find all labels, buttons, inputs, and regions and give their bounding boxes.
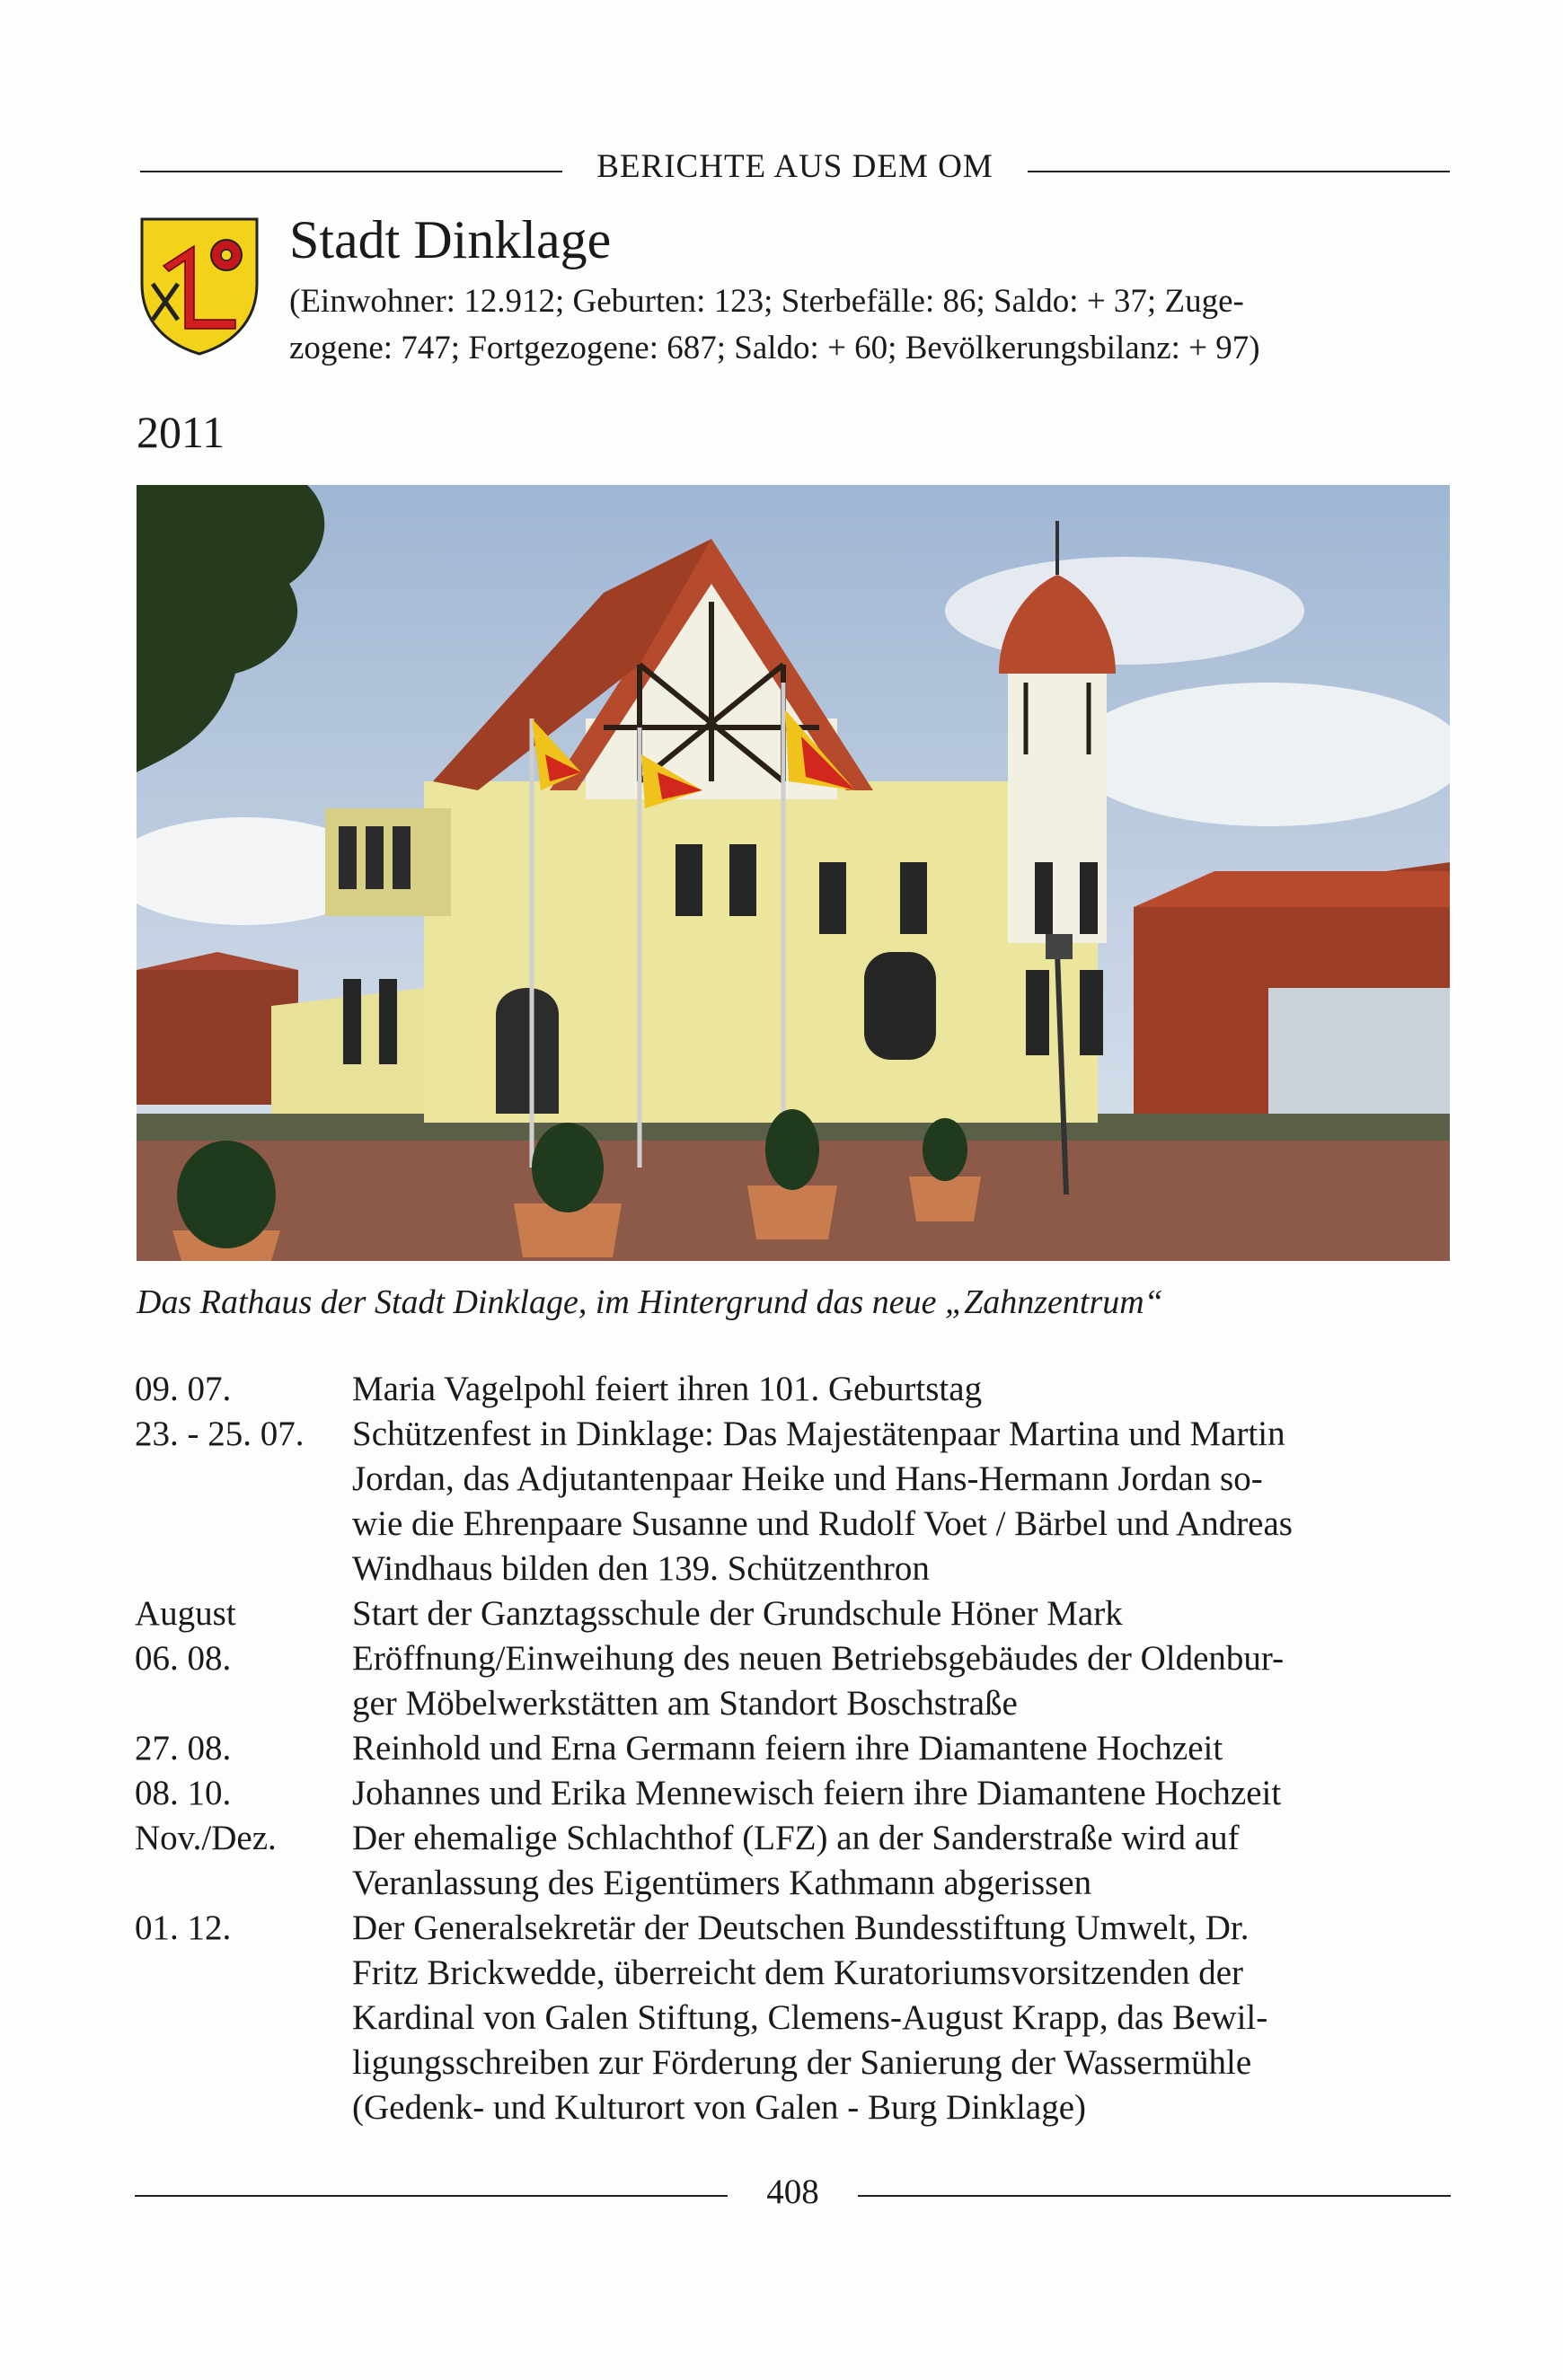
event-text-line: Reinhold und Erna Germann feiern ihre Diamantene Hochzeit [352, 1729, 1223, 1767]
header-rule-right [1028, 171, 1450, 172]
event-text-line: Kardinal von Galen Stiftung, Clemens-August Krapp, das Bewil- [352, 1998, 1268, 2037]
event-text-line: ger Möbelwerkstätten am Standort Boschstraße [352, 1684, 1018, 1723]
event-text-line: Start der Ganztagsschule der Grundschule Höner Mark [352, 1594, 1123, 1633]
photo-caption: Das Rathaus der Stadt Dinklage, im Hintergrund das neue „Zahnzentrum“ [137, 1283, 1163, 1321]
event-entry [135, 1816, 1451, 1906]
event-text [352, 1591, 1451, 1636]
event-text [352, 1726, 1451, 1771]
event-entry [135, 1591, 1451, 1636]
event-date: 23. - 25. 07. [135, 1415, 305, 1453]
dinklage-coat-of-arms-icon [137, 214, 262, 357]
page-number: 408 [766, 2173, 819, 2211]
event-text-line: wie die Ehrenpaare Susanne und Rudolf Voet / Bärbel und Andreas [352, 1504, 1293, 1543]
event-date: 06. 08. [135, 1639, 232, 1678]
event-text-line: ligungsschreiben zur Förderung der Sanierung der Wassermühle [352, 2043, 1252, 2082]
town-hall-photo [137, 485, 1450, 1261]
section-title: Stadt Dinklage [289, 210, 612, 269]
event-date: 08. 10. [135, 1774, 232, 1812]
event-entry [135, 1636, 1451, 1726]
event-text [352, 1771, 1451, 1816]
event-text-line: Eröffnung/Einweihung des neuen Betriebsgebäudes der Oldenbur- [352, 1639, 1285, 1678]
year-heading: 2011 [137, 407, 225, 457]
event-text-line: Schützenfest in Dinklage: Das Majestätenpaar Martina und Martin [352, 1415, 1285, 1453]
event-text-line: Windhaus bilden den 139. Schützenthron [352, 1549, 930, 1588]
event-text-line: Fritz Brickwedde, überreicht dem Kuratoriumsvorsitzenden der [352, 1953, 1244, 1992]
event-entry [135, 1906, 1451, 2130]
event-text [352, 1412, 1451, 1591]
event-entry [135, 1367, 1451, 1412]
event-date: 01. 12. [135, 1908, 232, 1947]
event-text-line: Der Generalsekretär der Deutschen Bundesstiftung Umwelt, Dr. [352, 1908, 1250, 1947]
event-text-line: Maria Vagelpohl feiert ihren 101. Geburtstag [352, 1370, 983, 1408]
event-text-line: Veranlassung des Eigentümers Kathmann abgerissen [352, 1864, 1092, 1902]
event-text [352, 1367, 1451, 1412]
event-chronicle [135, 1367, 1451, 2130]
population-stats [289, 278, 1457, 372]
event-date: 27. 08. [135, 1729, 232, 1767]
event-text-line: Jordan, das Adjutantenpaar Heike und Hans-Hermann Jordan so- [352, 1459, 1263, 1498]
event-entry [135, 1726, 1451, 1771]
event-date: Nov./Dez. [135, 1819, 277, 1857]
event-text-line: Der ehemalige Schlachthof (LFZ) an der Sanderstraße wird auf [352, 1819, 1240, 1857]
event-text-line: (Gedenk- und Kulturort von Galen - Burg Dinklage) [352, 2088, 1087, 2127]
stats-line: (Einwohner: 12.912; Geburten: 123; Sterbefälle: 86; Saldo: + 37; Zuge- [289, 283, 1244, 320]
event-date: 09. 07. [135, 1370, 232, 1408]
running-header [140, 142, 1450, 196]
event-text [352, 1906, 1451, 2130]
event-date: August [135, 1594, 236, 1633]
event-text-line: Johannes und Erika Mennewisch feiern ihre Diamantene Hochzeit [352, 1774, 1282, 1812]
event-text [352, 1636, 1451, 1726]
footer-rule-right [858, 2195, 1451, 2197]
event-entry [135, 1412, 1451, 1591]
event-entry [135, 1771, 1451, 1816]
running-title: BERICHTE AUS DEM OM [596, 148, 993, 185]
event-text [352, 1816, 1451, 1906]
stats-line: zogene: 747; Fortgezogene: 687; Saldo: + 60; Bevölkerungsbilanz: + 97) [289, 330, 1260, 366]
page-footer [135, 2172, 1451, 2217]
